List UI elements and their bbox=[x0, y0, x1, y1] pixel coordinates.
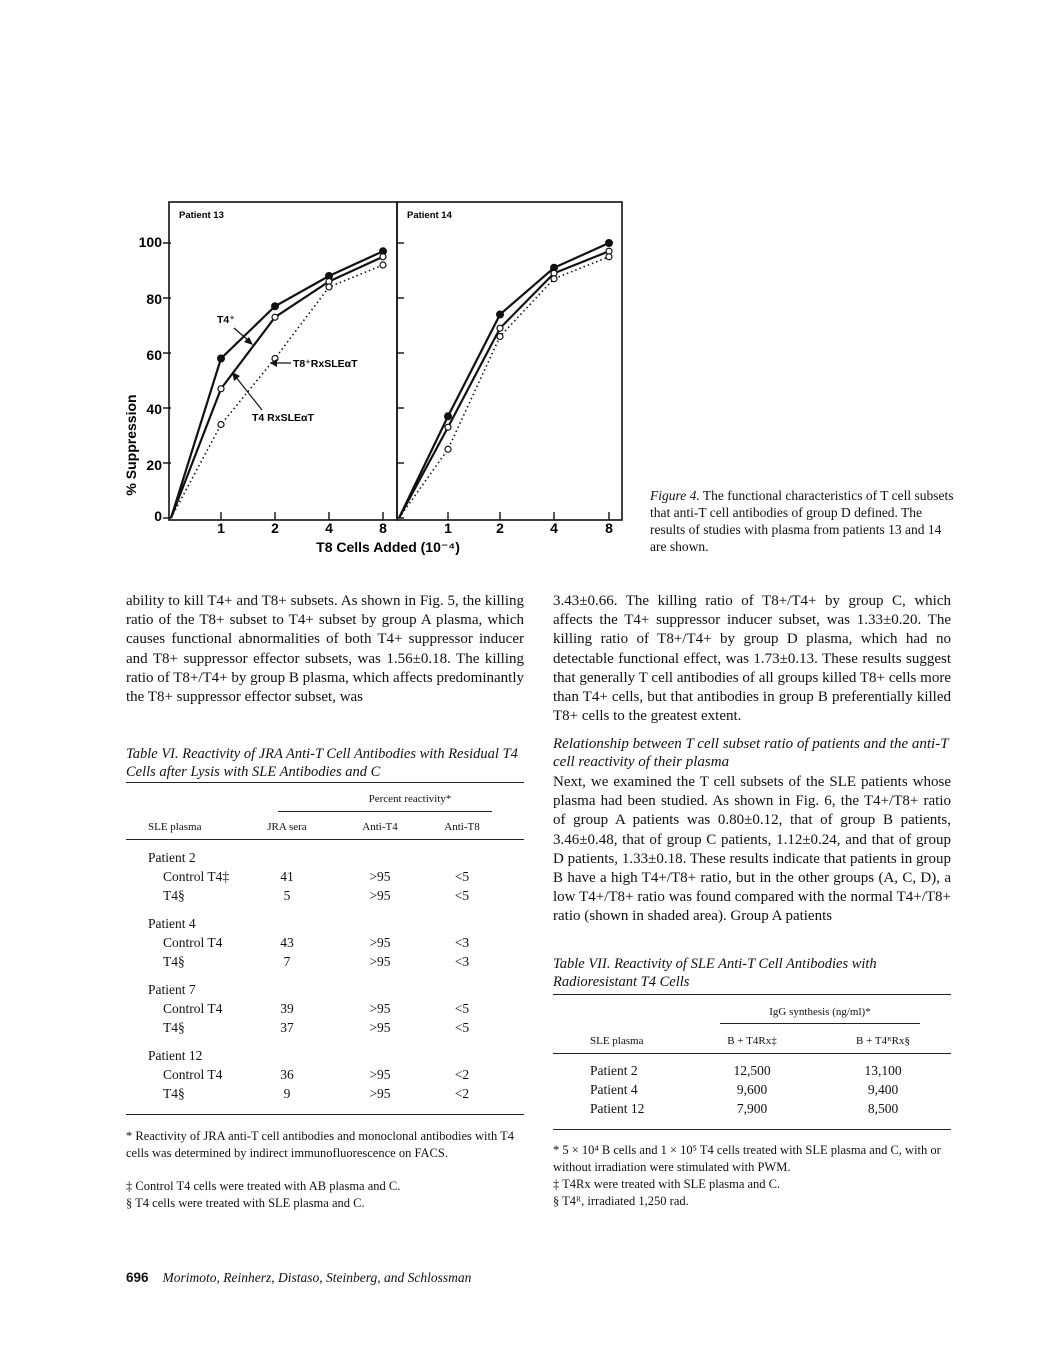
x-tick-p14-4: 4 bbox=[550, 520, 558, 536]
table-7-group-rule bbox=[720, 1023, 920, 1024]
table-6-footnote-2: ‡ Control T4 cells were treated with AB plasma and C. bbox=[126, 1179, 401, 1193]
table-6-col-antit4: Anti-T4 bbox=[362, 821, 398, 833]
table-6-row-label: Control T4 bbox=[163, 1067, 223, 1082]
figure-caption bbox=[650, 487, 960, 555]
right-paragraph-2: Next, we examined the T cell subsets of the SLE patients whose plasma had been studied. As shown in Fig. 6, the T4+/T8+ ratio of group A patients was 0.80±0.12, that of group B patients, 3.46±0.48, that of group C patients, 1.12±0.24, and that of group D patients, 1.33±0.18. These results indicate that patients in group B have a high T4+/T8+ ratio, but in the other groups (A, C, D), a low T4+/T8+ ratio was found compared with the normal T4+/T8+ ratio (shown in shaded area). Group A patients bbox=[553, 774, 951, 925]
data-point-p1-s0-2 bbox=[497, 311, 504, 318]
data-point-p0-s0-1 bbox=[218, 355, 225, 362]
table-6-patient-label: Patient 7 bbox=[148, 982, 196, 997]
y-tick-0: 0 bbox=[154, 508, 162, 524]
series-line-p0-s1 bbox=[171, 257, 383, 518]
table-6-footnote-3: § T4 cells were treated with SLE plasma and C. bbox=[126, 1196, 365, 1210]
series-line-p1-s2 bbox=[399, 257, 609, 518]
table-7-bottom-rule bbox=[553, 1129, 951, 1130]
table-7-row-label: Patient 2 bbox=[590, 1063, 638, 1078]
data-point-p0-s1-4 bbox=[380, 254, 386, 260]
page-number: 696 bbox=[126, 1270, 149, 1285]
table-7-row-label: Patient 12 bbox=[590, 1101, 645, 1116]
table-6-cell-antit4: >95 bbox=[369, 1020, 391, 1035]
section-heading: Relationship between T cell subset ratio of patients and the anti-T cell reactivity of their plasma bbox=[553, 736, 949, 770]
series-line-p1-s0 bbox=[399, 243, 609, 518]
table-6-cell-antit8: <5 bbox=[454, 888, 470, 903]
data-point-p1-s0-1 bbox=[445, 413, 452, 420]
panel-title-13: Patient 13 bbox=[179, 210, 224, 221]
table-6-cell-antit4: >95 bbox=[369, 869, 391, 884]
table-6-bottom-rule bbox=[126, 1114, 524, 1115]
x-tick-p13-8: 8 bbox=[379, 520, 387, 536]
table-6-cell-jra: 5 bbox=[283, 888, 291, 903]
table-6-cell-jra: 37 bbox=[280, 1020, 294, 1035]
y-tick-40: 40 bbox=[146, 401, 162, 417]
data-point-p1-s2-2 bbox=[497, 334, 503, 340]
figure-caption-label: Figure 4. bbox=[650, 488, 700, 503]
data-point-p1-s2-3 bbox=[551, 276, 557, 282]
table-6-cell-antit8: <2 bbox=[454, 1067, 470, 1082]
table-6-header-rule bbox=[126, 839, 524, 840]
table-6-cell-jra: 7 bbox=[283, 954, 291, 969]
table-7-group-header: IgG synthesis (ng/ml)* bbox=[769, 1006, 871, 1018]
table-6-group-header: Percent reactivity* bbox=[368, 793, 452, 805]
table-6-cell-antit8: <5 bbox=[454, 1020, 470, 1035]
table-6-cell-jra: 36 bbox=[280, 1067, 294, 1082]
data-point-p0-s2-1 bbox=[218, 422, 224, 428]
table-6-footnote-1: * Reactivity of JRA anti-T cell antibodies and monoclonal antibodies with T4 cells was determined by indirect immunofluorescence on FACS. bbox=[126, 1129, 515, 1160]
left-paragraph: ability to kill T4+ and T8+ subsets. As shown in Fig. 5, the killing ratio of the T8+ subset to T4+ subset by group A plasma, which causes functional abnormalities of both T4+ suppressor inducer and T8+ suppressor effector subsets, was 1.56±0.18. The killing ratio of T8+/T4+ by group B plasma, which affects predominantly the T8+ suppressor effector subset, was bbox=[126, 593, 524, 706]
table-6-patient-label: Patient 4 bbox=[148, 916, 196, 931]
table-7-title: Table VII. Reactivity of SLE Anti-T Cell Antibodies with Radioresistant T4 Cells bbox=[553, 956, 877, 990]
table-6-row-label: Control T4 bbox=[163, 1001, 223, 1016]
panel-title-14: Patient 14 bbox=[407, 210, 452, 221]
footer-authors: Morimoto, Reinherz, Distaso, Steinberg, and Schlossman bbox=[162, 1270, 472, 1285]
data-point-p1-s2-4 bbox=[606, 254, 612, 260]
table-6-row-label: Control T4‡ bbox=[163, 869, 230, 884]
table-6-top-rule bbox=[126, 782, 524, 783]
y-tick-20: 20 bbox=[146, 457, 162, 473]
x-tick-p14-2: 2 bbox=[496, 520, 504, 536]
table-6-cell-antit4: >95 bbox=[369, 1067, 391, 1082]
data-point-p0-s1-2 bbox=[272, 314, 278, 320]
table-6-group-rule bbox=[278, 811, 492, 812]
annotation-t4: T4⁺ bbox=[217, 314, 235, 326]
data-point-p1-s0-4 bbox=[606, 240, 613, 247]
y-axis-label: % Suppression bbox=[123, 394, 139, 496]
table-6-cell-antit8: <3 bbox=[454, 935, 470, 950]
table-6-row-label: T4§ bbox=[163, 954, 185, 969]
table-7-cell-a: 7,900 bbox=[736, 1101, 768, 1116]
panel-frame-14 bbox=[397, 202, 622, 520]
table-6-cell-antit8: <3 bbox=[454, 954, 470, 969]
x-tick-p13-2: 2 bbox=[271, 520, 279, 536]
table-7-footnote-3: § T4ᴿ, irradiated 1,250 rad. bbox=[553, 1194, 689, 1208]
table-6-cell-antit4: >95 bbox=[369, 888, 391, 903]
data-point-p0-s2-3 bbox=[326, 284, 332, 290]
table-7-row-label: Patient 4 bbox=[590, 1082, 638, 1097]
table-7-footnote-2: ‡ T4Rx were treated with SLE plasma and C. bbox=[553, 1177, 781, 1191]
annotation-t4rx-arrowhead bbox=[232, 372, 240, 381]
table-6-cell-jra: 39 bbox=[280, 1001, 294, 1016]
table-6-col-jra: JRA sera bbox=[267, 821, 307, 833]
data-point-p1-s1-2 bbox=[497, 325, 503, 331]
table-6-patient-label: Patient 2 bbox=[148, 850, 196, 865]
panel-frame-13 bbox=[169, 202, 397, 520]
table-7-top-rule bbox=[553, 994, 951, 995]
annotation-t4rx-arrow bbox=[235, 376, 262, 410]
table-7-cell-a: 9,600 bbox=[736, 1082, 768, 1097]
table-6-cell-antit4: >95 bbox=[369, 935, 391, 950]
data-point-p0-s0-2 bbox=[272, 303, 279, 310]
table-6-row-label: T4§ bbox=[163, 1086, 185, 1101]
y-tick-80: 80 bbox=[146, 291, 162, 307]
table-6-patient-label: Patient 12 bbox=[148, 1048, 203, 1063]
figure-caption-text: The functional characteristics of T cell subsets that anti-T cell antibodies of group D defined. The results of studies with plasma from patients 13 and 14 are shown. bbox=[650, 488, 954, 554]
data-point-p1-s2-1 bbox=[445, 446, 451, 452]
table-7-header-rule bbox=[553, 1053, 951, 1054]
table-7-col-b: B + T4ᴿRx§ bbox=[856, 1035, 910, 1047]
data-point-p0-s1-1 bbox=[218, 386, 224, 392]
x-tick-p14-8: 8 bbox=[605, 520, 613, 536]
table-6-cell-antit4: >95 bbox=[369, 1086, 391, 1101]
table-7-cell-b: 9,400 bbox=[867, 1082, 899, 1097]
figure-4-chart bbox=[110, 190, 630, 570]
table-7-cell-a: 12,500 bbox=[733, 1063, 771, 1078]
page-footer bbox=[126, 1270, 471, 1286]
annotation-t4rx: T4 RxSLEαT bbox=[252, 412, 314, 424]
table-7-col-a: B + T4Rx‡ bbox=[727, 1035, 777, 1047]
x-tick-p13-4: 4 bbox=[325, 520, 333, 536]
table-6-title: Table VI. Reactivity of JRA Anti-T Cell Antibodies with Residual T4 Cells after Lysis with SLE Antibodies and C bbox=[126, 746, 518, 780]
x-tick-p13-1: 1 bbox=[217, 520, 225, 536]
table-6-cell-antit4: >95 bbox=[369, 1001, 391, 1016]
table-7-col-sle: SLE plasma bbox=[590, 1035, 644, 1047]
table-6-cell-antit8: <2 bbox=[454, 1086, 470, 1101]
table-7-footnote-1: * 5 × 10⁴ B cells and 1 × 10⁵ T4 cells treated with SLE plasma and C, with or without irradiation were stimulated with PWM. bbox=[553, 1143, 941, 1174]
table-6-row-label: Control T4 bbox=[163, 935, 223, 950]
table-6-row-label: T4§ bbox=[163, 888, 185, 903]
y-tick-60: 60 bbox=[146, 347, 162, 363]
x-axis-label: T8 Cells Added (10⁻⁴) bbox=[316, 539, 460, 555]
table-6-row-label: T4§ bbox=[163, 1020, 185, 1035]
table-6-cell-jra: 9 bbox=[283, 1086, 291, 1101]
series-line-p0-s0 bbox=[171, 251, 383, 518]
right-paragraph: 3.43±0.66. The killing ratio of T8+/T4+ by group C, which affects the T4+ suppressor inducer subset, was 1.33±0.20. The killing ratio of T8+/T4+ by group D plasma, which had no detectable functional effect, was 1.73±0.13. These results suggest that generally T cell antibodies of all groups killed T8+ cells more than T4+ cells, but that antibodies in group B preferentially killed T8+ cells to the greatest extent. bbox=[553, 593, 951, 725]
table-6-cell-antit8: <5 bbox=[454, 869, 470, 884]
annotation-t8rx: T8⁺RxSLEαT bbox=[293, 358, 358, 370]
table-7-cell-b: 13,100 bbox=[864, 1063, 902, 1078]
table-6-cell-antit4: >95 bbox=[369, 954, 391, 969]
table-6-col-sle: SLE plasma bbox=[148, 821, 202, 833]
x-tick-p14-1: 1 bbox=[444, 520, 452, 536]
table-6-cell-jra: 41 bbox=[280, 869, 294, 884]
series-line-p1-s1 bbox=[399, 251, 609, 518]
table-6-col-antit8: Anti-T8 bbox=[444, 821, 480, 833]
table-6-cell-jra: 43 bbox=[280, 935, 294, 950]
y-tick-100: 100 bbox=[138, 234, 162, 250]
table-6-cell-antit8: <5 bbox=[454, 1001, 470, 1016]
table-7-cell-b: 8,500 bbox=[867, 1101, 899, 1116]
data-point-p0-s2-4 bbox=[380, 262, 386, 268]
data-point-p1-s1-1 bbox=[445, 424, 451, 430]
